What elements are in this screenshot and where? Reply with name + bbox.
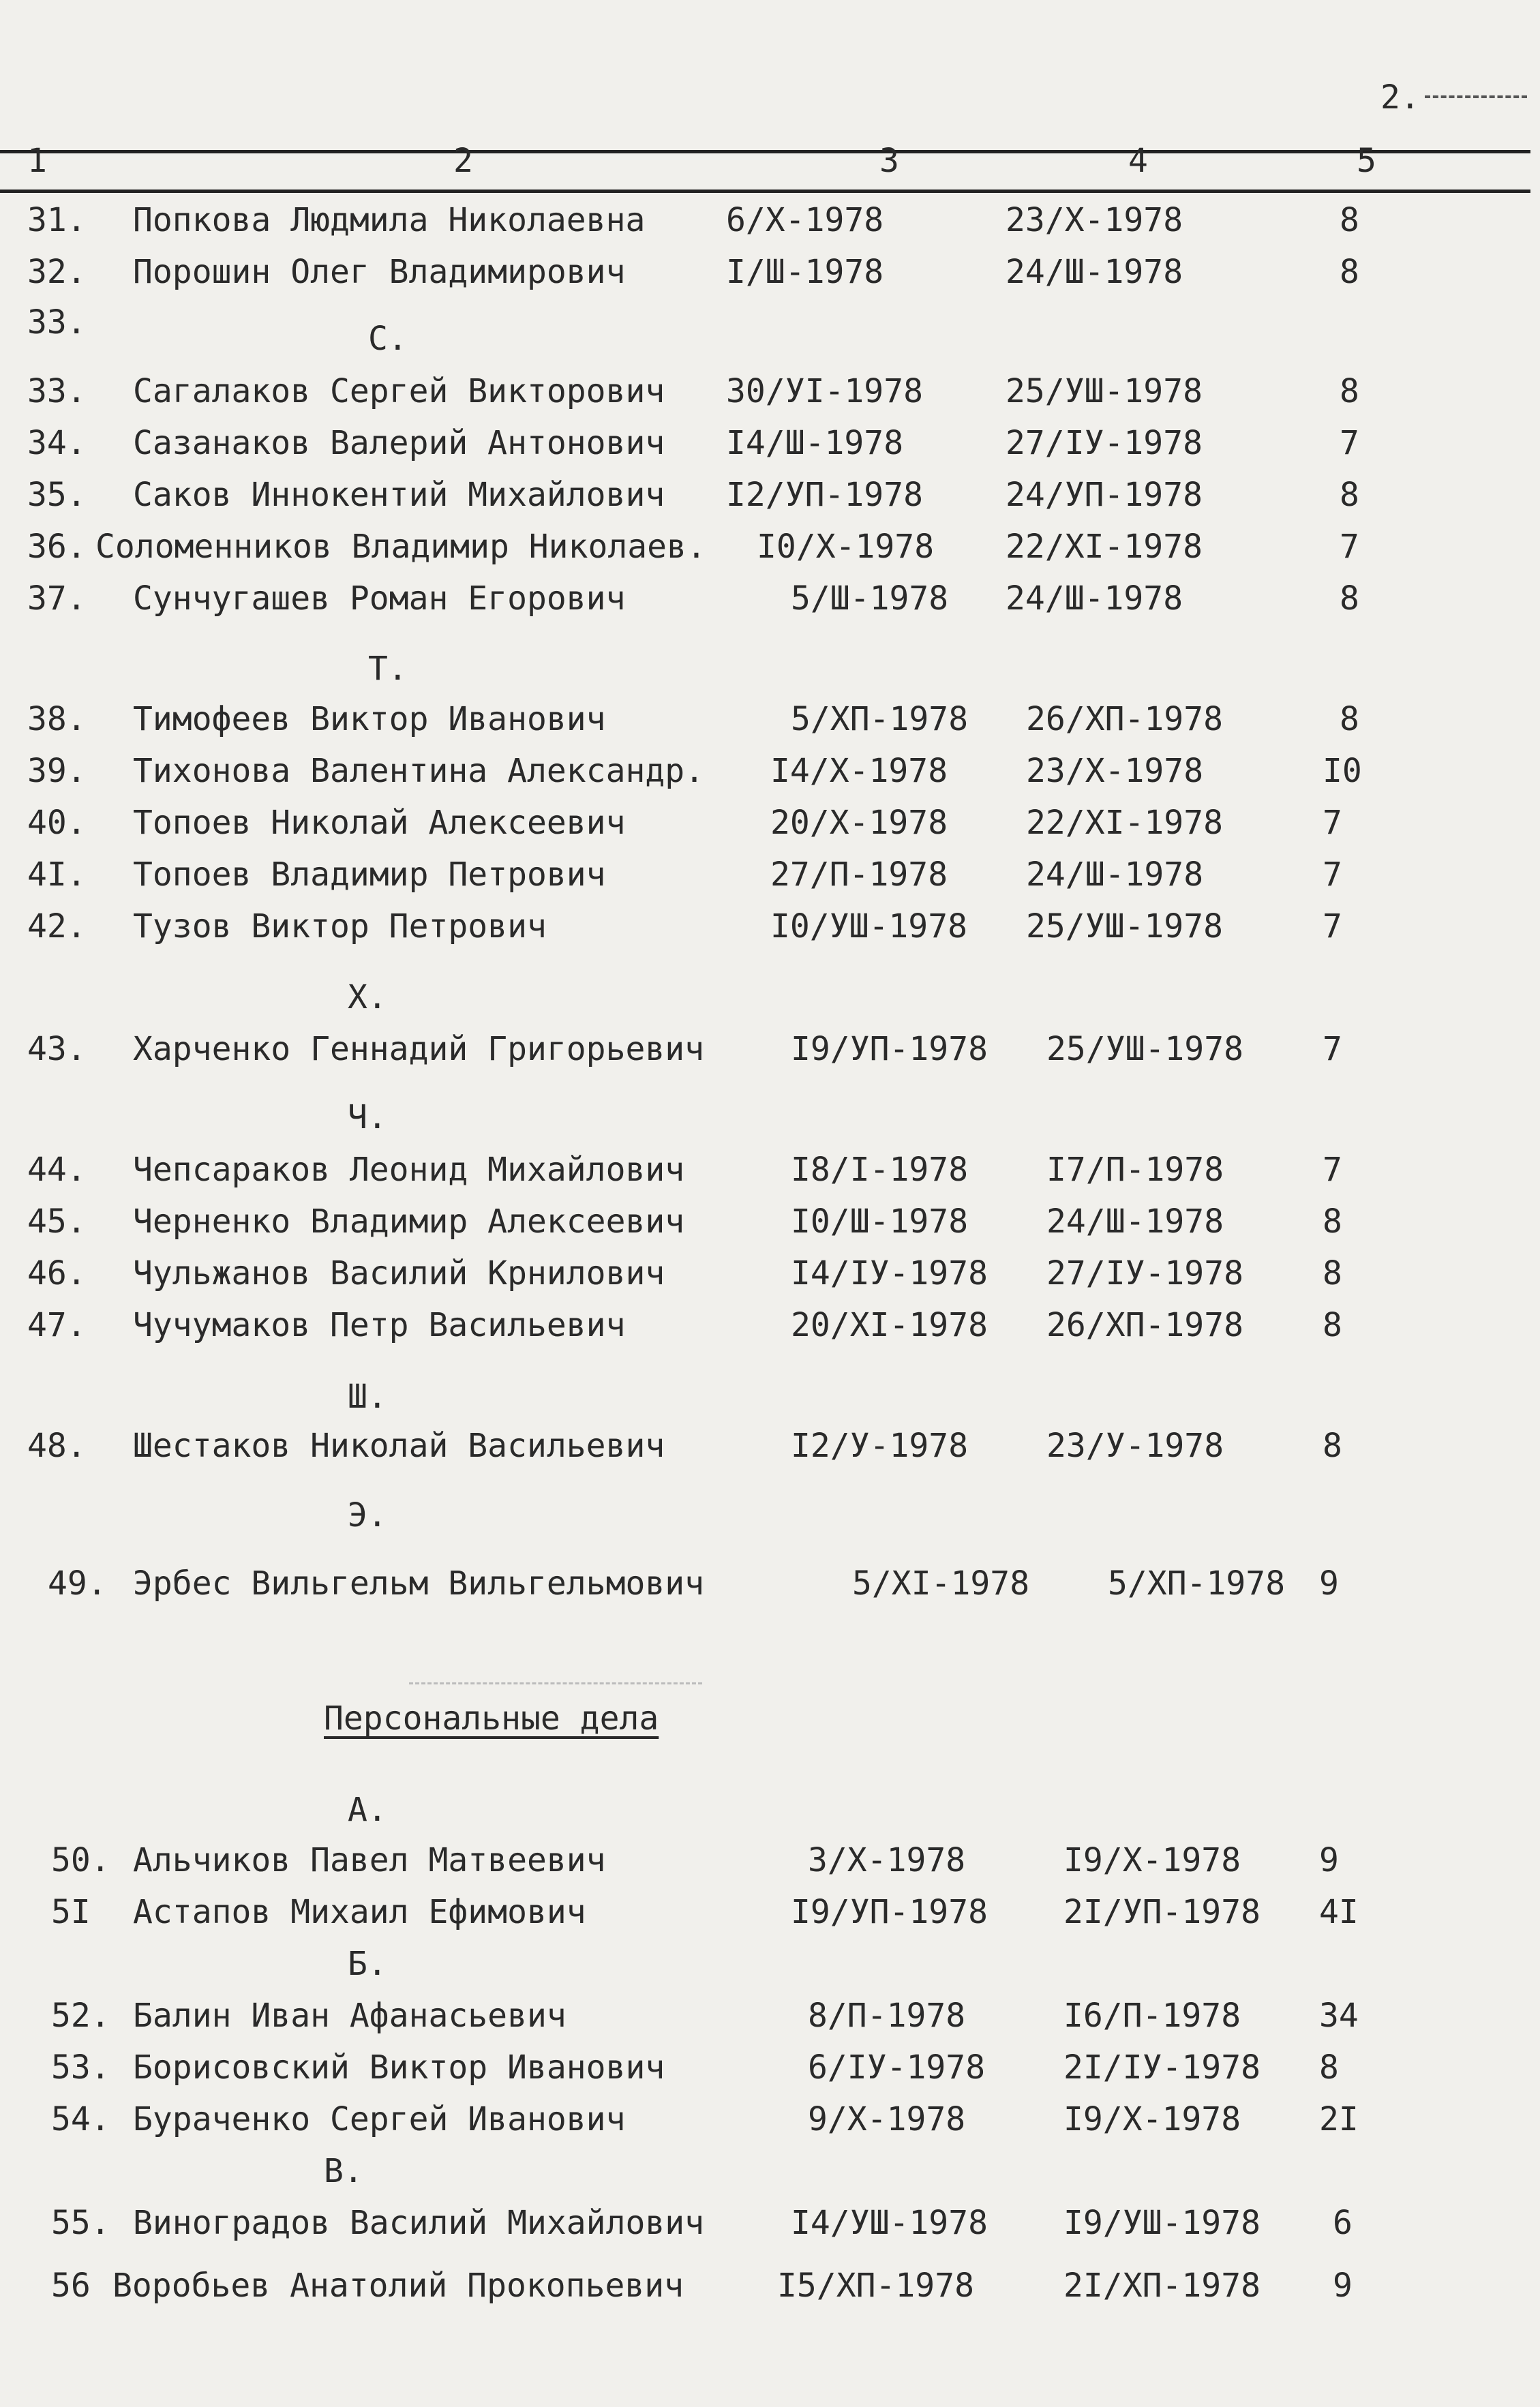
row-number: 46. [27,1254,87,1292]
end-date: I9/Х-1978 [1063,1841,1241,1879]
corner-dash-mark [1425,95,1527,98]
row-number: 45. [27,1202,87,1241]
page-count: 8 [1323,1202,1342,1241]
end-date: 24/УП-1978 [1006,476,1203,514]
end-date: 24/Ш-1978 [1046,1202,1224,1241]
person-name: Чучумаков Петр Васильевич [133,1306,626,1344]
page-count: 8 [1323,1427,1342,1465]
end-date: 24/Ш-1978 [1006,579,1183,618]
page-count: 2I [1319,2100,1359,2138]
row-number: 4I. [27,856,87,894]
table-row [0,2097,1540,2142]
end-date: I7/П-1978 [1046,1151,1224,1189]
column-header-3: 3 [879,142,899,180]
table-row [0,2045,1540,2090]
page-number: 2. [1380,78,1420,117]
person-name: Воробьев Анатолий Прокопьевич [112,2267,684,2305]
start-date: 5/ХП-1978 [791,700,969,738]
person-name: Сазанаков Валерий Антонович [133,424,665,462]
row-number: 49. [48,1564,107,1603]
person-name: Бураченко Сергей Иванович [133,2100,626,2138]
start-date: I4/УШ-1978 [791,2204,988,2242]
start-date: I0/Ш-1978 [791,1202,969,1241]
header-rule-top [0,150,1530,153]
faint-dash-mark [409,1682,702,1684]
end-date: 5/ХП-1978 [1108,1564,1286,1603]
row-number: 35. [27,476,87,514]
start-date: I4/Х-1978 [770,752,948,790]
person-name: Тузов Виктор Петрович [133,907,547,945]
table-row [0,1147,1540,1192]
column-header-4: 4 [1128,142,1148,180]
person-name: Соломенников Владимир Николаев. [95,528,706,566]
page-count: I0 [1323,752,1362,790]
alphabet-letter: Б. [348,1945,387,1983]
column-header-2: 2 [453,142,473,180]
person-name: Черненко Владимир Алексеевич [133,1202,685,1241]
end-date: 26/ХП-1978 [1046,1306,1243,1344]
row-number: 53. [51,2048,110,2087]
end-date: 2I/УП-1978 [1063,1893,1260,1931]
page-count: 4I [1319,1893,1359,1931]
start-date: 30/УI-1978 [726,372,923,410]
page-count: 8 [1323,1306,1342,1344]
table-row [0,472,1540,517]
row-number: 52. [51,1997,110,2035]
row-number: 36. [27,528,87,566]
alphabet-letter: С. [368,320,408,358]
page-count: 7 [1323,804,1342,842]
start-date: I9/УП-1978 [791,1893,988,1931]
table-row [0,800,1540,845]
alphabet-letter: Т. [368,650,408,688]
row-number: 39. [27,752,87,790]
start-date: 9/Х-1978 [808,2100,966,2138]
end-date: 27/IУ-1978 [1006,424,1203,462]
table-row [0,2263,1540,2308]
person-name: Балин Иван Афанасьевич [133,1997,567,2035]
page-count: 8 [1323,1254,1342,1292]
column-header-5: 5 [1357,142,1376,180]
page-count: 8 [1340,253,1359,291]
row-number: 5I [51,1893,91,1931]
start-date: 6/Х-1978 [726,201,884,239]
person-name: Альчиков Павел Матвеевич [133,1841,606,1879]
end-date: I6/П-1978 [1063,1997,1241,2035]
page-count: 9 [1319,1841,1339,1879]
start-date: 6/IУ-1978 [808,2048,986,2087]
start-date: I9/УП-1978 [791,1030,988,1068]
row-number: 42. [27,907,87,945]
column-header-1: 1 [27,142,47,180]
person-name: Шестаков Николай Васильевич [133,1427,665,1465]
page-count: 8 [1340,372,1359,410]
page-count: 9 [1319,1564,1339,1603]
table-row [0,249,1540,294]
row-number: 40. [27,804,87,842]
person-name: Порошин Олег Владимирович [133,253,626,291]
end-date: 25/УШ-1978 [1006,372,1203,410]
start-date: 5/Ш-1978 [791,579,949,618]
start-date: I4/IУ-1978 [791,1254,988,1292]
end-date: 27/IУ-1978 [1046,1254,1243,1292]
row-number: 54. [51,2100,110,2138]
table-row [0,1561,1540,1606]
header-rule-bottom [0,190,1530,193]
table-row [0,1027,1540,1072]
table-row [0,1838,1540,1883]
page-count: 6 [1333,2204,1353,2242]
person-name: Эрбес Вильгельм Вильгельмович [133,1564,705,1603]
table-row [0,1303,1540,1348]
alphabet-letter: Ч. [348,1098,387,1136]
person-name: Топоев Владимир Петрович [133,856,606,894]
row-number: 33. [27,372,87,410]
person-name: Чульжанов Василий Крнилович [133,1254,665,1292]
table-row [0,300,1540,345]
row-number: 34. [27,424,87,462]
alphabet-letter: Э. [348,1496,387,1534]
person-name: Топоев Николай Алексеевич [133,804,626,842]
start-date: 5/ХI-1978 [852,1564,1030,1603]
person-name: Астапов Михаил Ефимович [133,1893,586,1931]
page-count: 8 [1340,476,1359,514]
row-number: 37. [27,579,87,618]
start-date: 8/П-1978 [808,1997,966,2035]
table-row [0,904,1540,949]
alphabet-letter: А. [348,1791,387,1829]
table-row [0,697,1540,742]
start-date: 3/Х-1978 [808,1841,966,1879]
page-count: 7 [1340,424,1359,462]
end-date: 23/Х-1978 [1026,752,1204,790]
page-count: 8 [1319,2048,1339,2087]
row-number: 31. [27,201,87,239]
row-number: 48. [27,1427,87,1465]
table-row [0,1890,1540,1935]
table-row [0,852,1540,897]
page-count: 7 [1323,907,1342,945]
table-row [0,421,1540,466]
person-name: Сунчугашев Роман Егорович [133,579,626,618]
end-date: 24/Ш-1978 [1026,856,1204,894]
start-date: I2/УП-1978 [726,476,923,514]
table-row [0,1199,1540,1244]
end-date: I9/УШ-1978 [1063,2204,1260,2242]
row-number: 56 [51,2267,91,2305]
row-number: 43. [27,1030,87,1068]
table-row [0,1993,1540,2038]
end-date: 26/ХП-1978 [1026,700,1223,738]
alphabet-letter: Ш. [348,1378,387,1416]
table-row [0,369,1540,414]
page-count: 8 [1340,700,1359,738]
row-number: 38. [27,700,87,738]
person-name: Попкова Людмила Николаевна [133,201,646,239]
page-count: 8 [1340,201,1359,239]
start-date: I/Ш-1978 [726,253,884,291]
end-date: 22/ХI-1978 [1006,528,1203,566]
page-count: 7 [1323,1030,1342,1068]
page-count: 8 [1340,579,1359,618]
table-row [0,198,1540,243]
end-date: 23/Х-1978 [1006,201,1183,239]
end-date: 2I/ХП-1978 [1063,2267,1260,2305]
end-date: 25/УШ-1978 [1026,907,1223,945]
table-row [0,748,1540,793]
start-date: I8/I-1978 [791,1151,969,1189]
page-count: 7 [1323,856,1342,894]
row-number: 32. [27,253,87,291]
start-date: 27/П-1978 [770,856,948,894]
start-date: I0/Х-1978 [757,528,935,566]
end-date: I9/Х-1978 [1063,2100,1241,2138]
row-number: 33. [27,303,87,342]
table-row [0,524,1540,569]
end-date: 2I/IУ-1978 [1063,2048,1260,2087]
person-name: Тимофеев Виктор Иванович [133,700,606,738]
person-name: Саков Иннокентий Михайлович [133,476,665,514]
end-date: 25/УШ-1978 [1046,1030,1243,1068]
row-number: 47. [27,1306,87,1344]
table-row [0,576,1540,621]
end-date: 22/ХI-1978 [1026,804,1223,842]
person-name: Тихонова Валентина Александр. [133,752,705,790]
table-row [0,2200,1540,2245]
end-date: 24/Ш-1978 [1006,253,1183,291]
start-date: I4/Ш-1978 [726,424,904,462]
alphabet-letter: Х. [348,978,387,1016]
page-count: 34 [1319,1997,1359,2035]
end-date: 23/У-1978 [1046,1427,1224,1465]
person-name: Виноградов Василий Михайлович [133,2204,705,2242]
page-count: 7 [1323,1151,1342,1189]
section-title: Персональные дела [324,1699,659,1738]
person-name: Сагалаков Сергей Викторович [133,372,665,410]
page-count: 9 [1333,2267,1353,2305]
person-name: Борисовский Виктор Иванович [133,2048,665,2087]
person-name: Харченко Геннадий Григорьевич [133,1030,705,1068]
table-row [0,1423,1540,1468]
table-row [0,1251,1540,1296]
start-date: 20/ХI-1978 [791,1306,988,1344]
start-date: I0/УШ-1978 [770,907,967,945]
alphabet-letter: В. [324,2152,363,2190]
start-date: I5/ХП-1978 [777,2267,974,2305]
start-date: 20/Х-1978 [770,804,948,842]
row-number: 50. [51,1841,110,1879]
page-count: 7 [1340,528,1359,566]
start-date: I2/У-1978 [791,1427,969,1465]
row-number: 44. [27,1151,87,1189]
row-number: 55. [51,2204,110,2242]
person-name: Чепсараков Леонид Михайлович [133,1151,685,1189]
